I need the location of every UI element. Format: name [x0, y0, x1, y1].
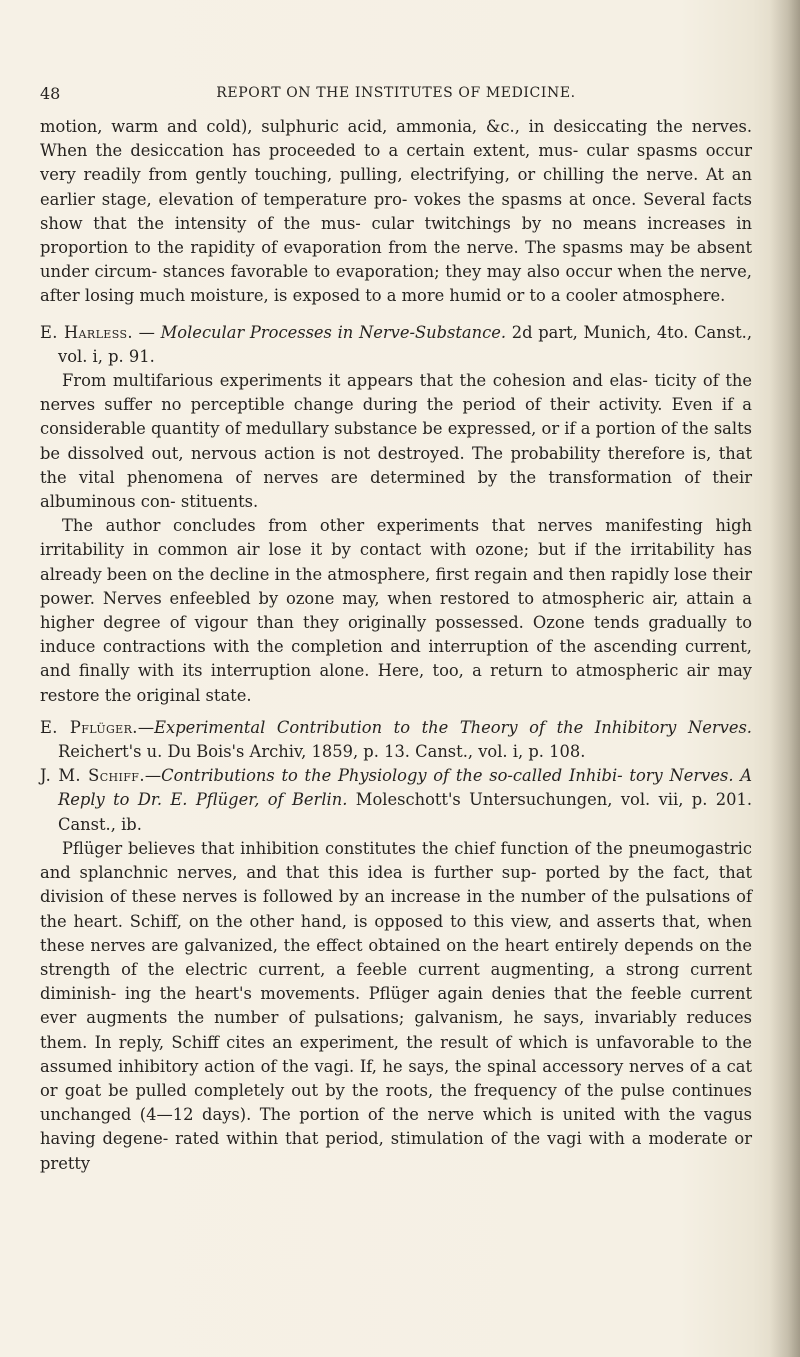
page-body [40, 115, 752, 1176]
citation-dash: — [144, 766, 162, 786]
citation-pfluger [40, 716, 752, 764]
citation-source: Reichert's u. Du Bois's Archiv, 1859, p. 13. Canst., vol. i, p. 108. [58, 742, 586, 762]
paragraph-harless-ozone: The author concludes from other experiments that nerves manifesting high irritability in common air lose it by contact with ozone; but if the irritability has already been on the decline in the atmosphere, first regain and then rapidly lose their power. Nerves enfeebled by ozone may, when restored to atmospheric air, attain a higher degree of vigour than they originally possessed. Ozone tends gradually to induce contractions with the completion and interruption of the ascending current, and finally with its interruption alone. Here, too, a return to atmospheric air may restore the original state. [40, 516, 752, 705]
citation-author: J. M. Schiff. [40, 766, 145, 786]
paragraph-desiccation: motion, warm and cold), sulphuric acid, ammonia, &c., in desiccating the nerves. When the desiccation has proceeded to a certain extent, mus- cular spasms occur very readily from gently touching, pulling, electrifying, or chilling the nerve. At an earlier stage, elevation of temperature pro- vokes the spasms at once. Several facts show that the intensity of the mus- cular twitchings by no means increases in proportion to the rapidity of evaporation from the nerve. The spasms may be absent under circum- stances favorable to evaporation; they may also occur when the nerve, after losing much moisture, is exposed to a more humid or to a cooler atmosphere. [40, 117, 752, 306]
page-edge-shadow [770, 0, 800, 1357]
paragraph-harless-cohesion: From multifarious experiments it appears that the cohesion and elas- ticity of the nerves suffer no perceptible change during the period of their activity. Even if a considerable quantity of medullary substance be expressed, or if a portion of the salts be dissolved out, nervous action is not destroyed. The probability therefore is, that the vital phenomena of nerves are determined by the transformation of their albuminous con- stituents. [40, 371, 752, 512]
citation-author: E. Harless. [40, 322, 133, 342]
running-head: REPORT ON THE INSTITUTES OF MEDICINE. [216, 85, 576, 101]
citation-harless [40, 321, 752, 369]
citation-title: Contributions to the Physiology of the so-called Inhibi- tory Nerves. A Reply to Dr. E. Pflüger, of Berlin. [58, 766, 752, 810]
page-header [40, 84, 752, 106]
citation-schiff [40, 764, 752, 837]
citation-dash: — [137, 717, 155, 737]
page-number: 48 [40, 84, 61, 103]
citation-source: 2d part, Munich, 4to. Canst., vol. i, p. 91. [58, 322, 752, 366]
citation-dash: — [132, 322, 161, 342]
citation-author: E. Pflüger. [40, 717, 138, 737]
citation-source: Moleschott's Untersuchungen, vol. vii, p. 201. Canst., ib. [58, 790, 752, 834]
citation-title: Molecular Processes in Nerve-Substance. [160, 322, 507, 342]
paragraph-schiff-inhibition: Pflüger believes that inhibition constitutes the chief function of the pneumogastric and splanchnic nerves, and that this idea is further sup- ported by the fact, that division of these nerves is followed by an increase in the number of the pulsations of the heart. Schiff, on the other hand, is opposed to this view, and asserts that, when these nerves are galvanized, the effect obtained on the heart entirely depends on the strength of the electric current, a feeble current augmenting, a strong current diminish- ing the heart's movements. Pflüger again denies that the feeble current ever augments the number of pulsations; galvanism, he says, invariably reduces them. In reply, Schiff cites an experiment, the result of which is unfavorable to the assumed inhibitory action of the vagi. If, he says, the spinal accessory nerves of a cat or goat be pulled completely out by the roots, the frequency of the pulse continues unchanged (4—12 days). The portion of the nerve which is united with the vagus having degene- rated within that period, stimulation of the vagi with a moderate or pretty [40, 838, 752, 1173]
citation-title: Experimental Contribution to the Theory of the Inhibitory Nerves. [154, 717, 752, 737]
